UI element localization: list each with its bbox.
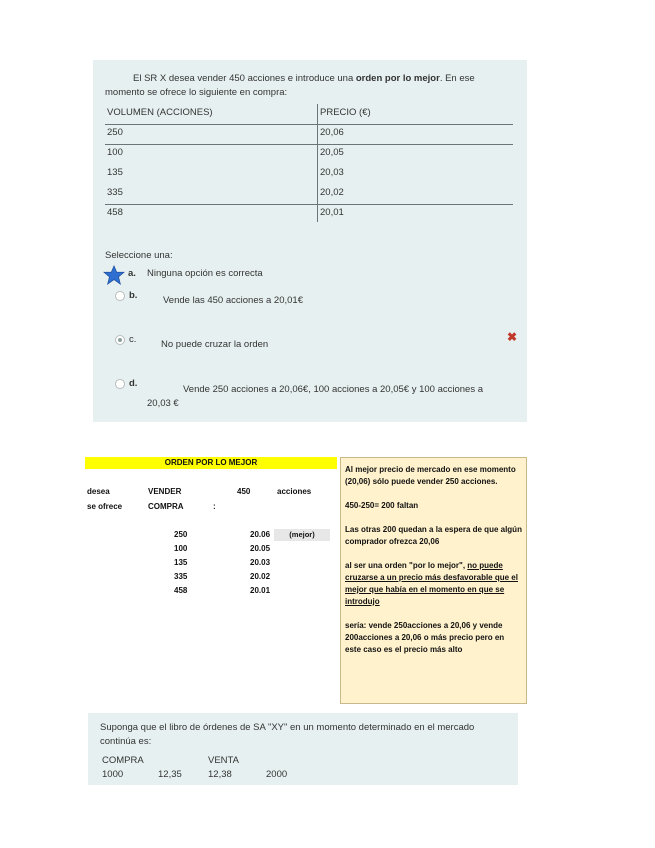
spreadsheet-explanation — [85, 455, 530, 710]
table-row: 135 20,03 — [107, 167, 344, 178]
label-compra: COMPRA — [148, 502, 184, 511]
header-venta: VENTA — [208, 755, 239, 766]
sheet-price: 20.03 — [250, 558, 271, 567]
sheet-header: ORDEN POR LO MEJOR — [85, 457, 337, 469]
table-row: 100 20,05 — [107, 147, 344, 158]
label-colon: : — [213, 502, 216, 511]
question-bold: orden por lo mejor — [355, 73, 440, 84]
order-book-cell: 1000 — [102, 769, 124, 780]
option-d-text[interactable]: Vende 250 acciones a 20,06€, 100 acciones a 20,05€ y 100 acciones a — [183, 384, 484, 395]
note-p5: sería: vende 250acciones a 20,06 y vende 200acciones a 20,06 o más precio pero en este caso es el precio más alto — [345, 621, 505, 654]
option-b-letter: b. — [129, 290, 138, 301]
sheet-volume: 100 — [174, 544, 188, 553]
question-2-text: Suponga que el libro de órdenes de SA "XY" en un momento determinado en el mercado continúa es: — [100, 722, 475, 747]
option-c-letter: c. — [129, 334, 137, 345]
question-text: El SR X desea vender 450 acciones e introduce una orden por lo mejor. En ese momento se ofrece lo siguiente en compra: — [105, 73, 475, 98]
table-row: 458 20,01 — [107, 207, 344, 218]
note-p2: 450-250= 200 faltan — [345, 501, 419, 510]
note-p3: Las otras 200 quedan a la espera de que algún comprador ofrezca 20,06 — [345, 525, 522, 546]
sheet-volume: 458 — [174, 586, 188, 595]
table-header-row — [105, 104, 513, 125]
label-se-ofrece: se ofrece — [87, 502, 123, 511]
sheet-price: 20.02 — [250, 572, 271, 581]
option-a-text[interactable]: Ninguna opción es correcta — [147, 268, 263, 279]
star-icon — [103, 265, 125, 285]
sheet-price: 20.05 — [250, 544, 271, 553]
order-book-cell: 12,35 — [158, 769, 182, 780]
note-p1: Al mejor precio de mercado en ese momento (20,06) sólo puede vender 250 acciones. — [345, 465, 516, 486]
note-p4: al ser una orden "por lo mejor", no puede cruzarse a un precio más desfavorable que el mejor que había en el momento en que se introdujo — [345, 561, 518, 606]
sheet-price: 20.01 — [250, 586, 271, 595]
sheet-volume: 250 — [174, 530, 188, 539]
question-panel — [93, 60, 527, 422]
wrong-answer-icon: ✖ — [506, 330, 517, 344]
order-book-cell: 12,38 — [208, 769, 232, 780]
question-panel-2 — [88, 713, 518, 785]
sheet-volume: 135 — [174, 558, 188, 567]
explanation-note — [340, 457, 527, 704]
label-acciones: acciones — [277, 487, 312, 496]
option-c-text[interactable]: No puede cruzar la orden — [161, 339, 269, 350]
label-vender: VENDER — [148, 487, 182, 496]
option-d-letter: d. — [129, 378, 138, 389]
header-volume: VOLUMEN (ACCIONES) — [107, 107, 213, 118]
label-desea: desea — [87, 487, 110, 496]
label-qty: 450 — [237, 487, 251, 496]
header-compra: COMPRA — [102, 755, 144, 766]
table-row: 250 20,06 — [105, 124, 513, 145]
option-d-text-cont: 20,03 € — [147, 398, 179, 409]
option-b-radio[interactable] — [115, 291, 125, 301]
option-a-letter: a. — [128, 268, 136, 279]
table-row: 335 20,02 — [105, 184, 513, 205]
header-price: PRECIO (€) — [320, 107, 371, 118]
order-book-cell: 2000 — [266, 769, 288, 780]
mejor-label: (mejor) — [274, 529, 330, 541]
option-d-radio[interactable] — [115, 379, 125, 389]
sheet-price: 20.06 — [250, 530, 271, 539]
sheet-volume: 335 — [174, 572, 188, 581]
option-c-radio[interactable] — [115, 335, 125, 345]
select-label: Seleccione una: — [105, 250, 173, 261]
option-b-text[interactable]: Vende las 450 acciones a 20,01€ — [163, 295, 303, 306]
